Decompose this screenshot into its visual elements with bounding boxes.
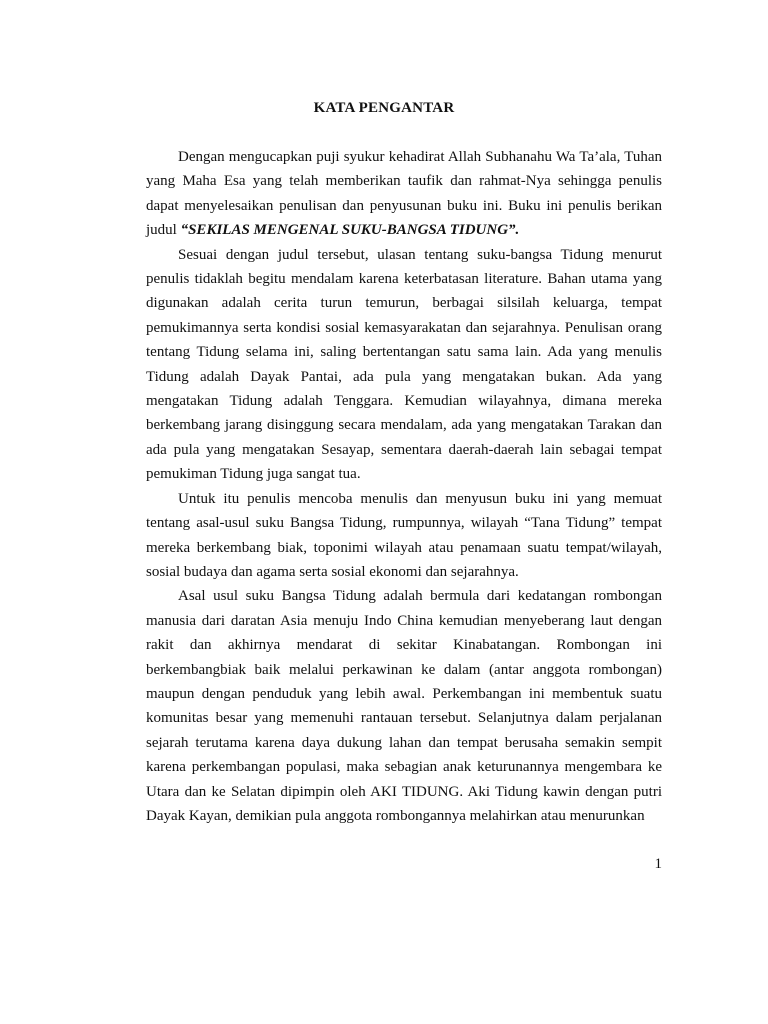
paragraph-1 bbox=[146, 145, 662, 243]
page-title: KATA PENGANTAR bbox=[313, 100, 455, 116]
paragraph-3-text: Untuk itu penulis mencoba menulis dan menyusun buku ini yang memuat tentang asal-usul suku Bangsa Tidung, rumpunnya, wilayah “Tana Tidung” tempat mereka berkembang biak, toponimi wilayah atau penamaan suatu tempat/wilayah, sosial budaya dan agama serta sosial ekonomi dan sejarahnya. bbox=[146, 490, 662, 580]
paragraph-2-text: Sesuai dengan judul tersebut, ulasan tentang suku-bangsa Tidung menurut penulis tidaklah begitu mendalam karena keterbatasan literature. Bahan utama yang digunakan adalah cerita turun temurun, berbagai silsilah keluarga, tempat pemukimannya serta kondisi sosial kemasyarakatan dan sejarahnya. Penulisan orang tentang Tidung selama ini, saling bertentangan satu sama lain. Ada yang menulis Tidung adalah Dayak Pantai, ada pula yang mengatakan bukan. Ada yang mengatakan Tidung adalah Tenggara. Kemudian wilayahnya, dimana mereka berkembang jarang disinggung secara mendalam, ada yang mengatakan Tarakan dan ada pula yang mengatakan Sesayap, sementara daerah-daerah lain sebagai tempat pemukiman Tidung juga sangat tua. bbox=[146, 246, 662, 483]
paragraph-1-text: Dengan mengucapkan puji syukur kehadirat Allah Subhanahu Wa Ta’ala, Tuhan yang Maha Esa yang telah memberikan taufik dan rahmat-Nya sehingga penulis dapat menyelesaikan penulisan dan penyusunan buku ini. Buku ini penulis berikan judul bbox=[146, 149, 662, 239]
paragraph-4 bbox=[146, 584, 662, 828]
page-number: 1 bbox=[654, 856, 662, 872]
paragraph-2 bbox=[146, 243, 662, 487]
paragraph-3 bbox=[146, 487, 662, 585]
paragraph-4-text: Asal usul suku Bangsa Tidung adalah bermula dari kedatangan rombongan manusia dari daratan Asia menuju Indo China kemudian menyeberang laut dengan rakit dan akhirnya mendarat di sekitar Kinabatangan. Rombongan ini berkembangbiak baik melalui perkawinan ke dalam (antar anggota rombongan) maupun dengan penduduk yang lebih awal. Perkembangan ini membentuk suatu komunitas besar yang memenuhi rantauan tersebut. Selanjutnya dalam perjalanan sejarah terutama karena daya dukung lahan dan tempat berusaha semakin sempit karena perkembangan populasi, maka sebagian anak keturunannya mengembara ke Utara dan ke Selatan dipimpin oleh AKI TIDUNG. Aki Tidung kawin dengan putri Dayak Kayan, demikian pula anggota rombongannya melahirkan atau menurunkan bbox=[146, 588, 662, 824]
body-text bbox=[146, 145, 662, 828]
book-title-emphasis: “SEKILAS MENGENAL SUKU-BANGSA TIDUNG”. bbox=[180, 222, 520, 239]
